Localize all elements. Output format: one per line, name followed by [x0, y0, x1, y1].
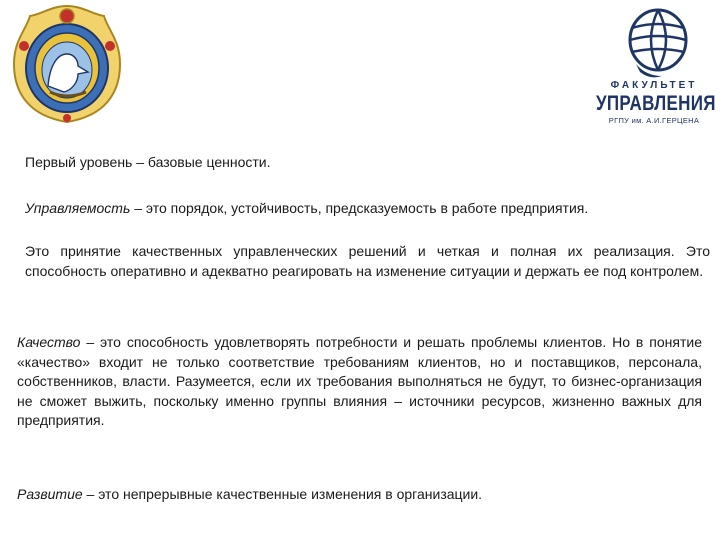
paragraph-first-level: [25, 153, 625, 173]
crest-bottom-ornament: [63, 114, 71, 122]
quality-text: – это способность удовлетворять потребности и решать проблемы клиентов. Но в понятие «качество» входит не только соответствие требованиям клиентов, но и поставщиков, персонала, собственников, власти. Разумеется, если их требования выполняться не будут, то бизнес-организация не сможет выжить, поскольку именно группы влияния – источники ресурсов, жизненно важных для предприятия.: [17, 334, 702, 428]
university-crest-logo: [8, 2, 126, 126]
globe-icon: [596, 2, 712, 82]
development-term: Развитие: [17, 486, 83, 502]
logo-management-label: УПРАВЛЕНИЯ: [596, 91, 716, 115]
first-level-lead: Первый уровень –: [25, 154, 148, 170]
quality-term: Качество: [17, 334, 81, 350]
paragraph-manageability: [25, 199, 705, 219]
logo-university-label: РГПУ им. А.И.ГЕРЦЕНА: [608, 116, 700, 125]
crest-left-ornament: [19, 41, 29, 51]
faculty-of-management-logo: [596, 2, 716, 132]
manageability-term: Управляемость: [25, 200, 131, 216]
paragraph-quality: [17, 333, 702, 431]
paragraph-decisions: [25, 242, 710, 281]
first-level-term: базовые ценности.: [147, 154, 271, 170]
crest-top-crown: [60, 9, 74, 23]
paragraph-development: [17, 485, 707, 505]
decisions-text: Это принятие качественных управленческих решений и четкая и полная их реализация. Это способность оперативно и адекватно реагировать на изменение ситуации и держать ее под контролем.: [25, 243, 710, 279]
manageability-text: – это порядок, устойчивость, предсказуемость в работе предприятия.: [130, 200, 589, 216]
development-text: – это непрерывные качественные изменения в организации.: [82, 486, 483, 502]
logo-faculty-label: ФАКУЛЬТЕТ: [610, 80, 698, 91]
crest-right-ornament: [105, 41, 115, 51]
